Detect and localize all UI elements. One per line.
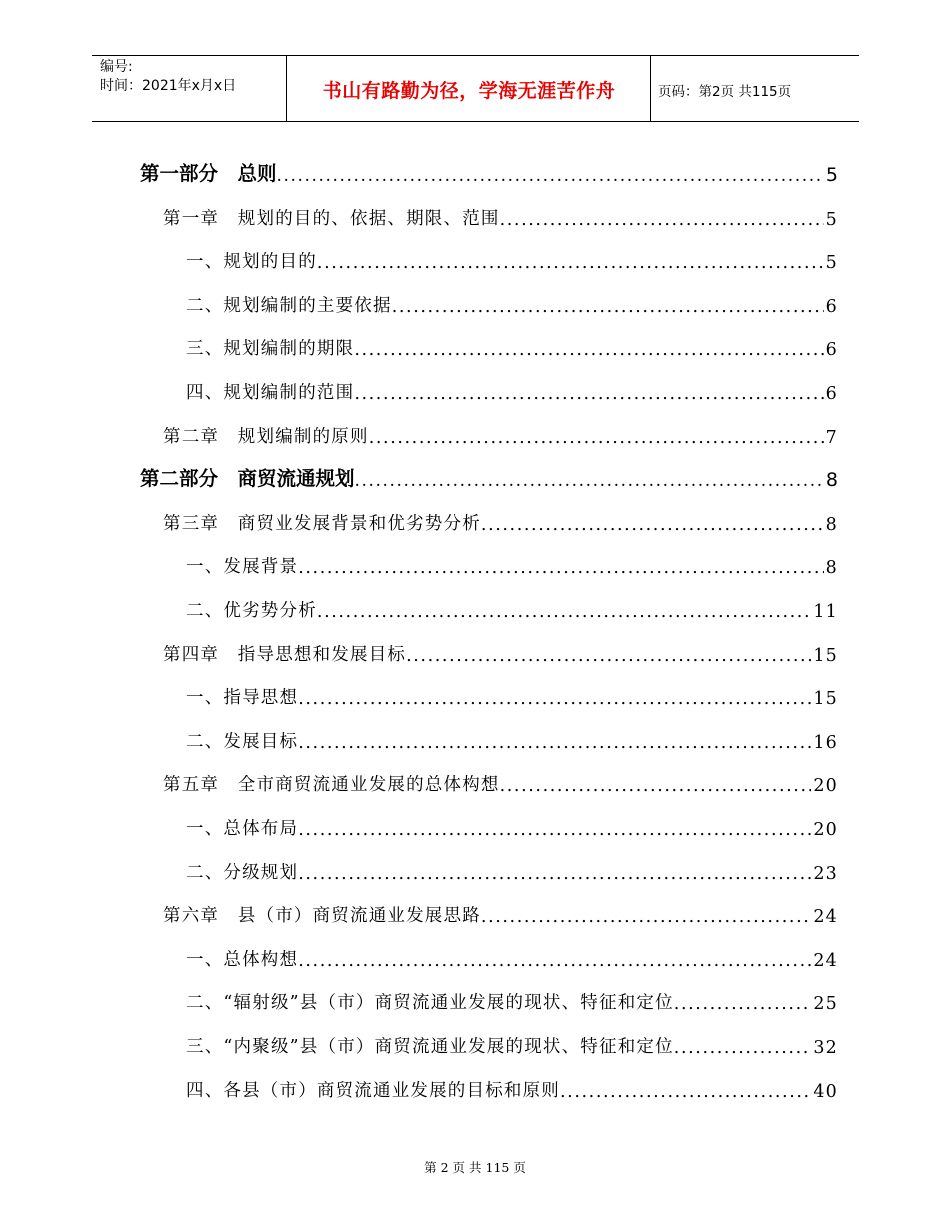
footer-page-info: 第 2 页 共 115 页 [424,1160,526,1175]
toc-leader-dots [298,864,811,884]
toc-entry-page: 8 [825,558,838,579]
toc-entry[interactable] [186,546,838,578]
toc-entry[interactable] [186,285,838,317]
toc-entry-page: 6 [825,296,838,317]
toc-entry-title: 第一部分 总则 [140,162,277,185]
toc-entry-title: 四、规划编制的范围 [186,383,355,403]
toc-entry[interactable] [186,1026,838,1058]
toc-entry[interactable] [163,634,838,666]
toc-entry-page: 15 [813,645,838,666]
toc-leader-dots [298,733,811,753]
header-motto: 书山有路勤为径，学海无涯苦作舟 [322,80,616,102]
toc-entry-page: 23 [813,863,838,884]
toc-entry[interactable] [140,459,838,491]
toc-entry[interactable] [186,852,838,884]
toc-leader-dots [277,166,824,186]
toc-leader-dots [369,428,824,448]
toc-leader-dots [481,515,824,535]
toc-entry-title: 第二章 规划编制的原则 [163,426,369,447]
toc-entry[interactable] [163,198,838,230]
toc-entry[interactable] [186,677,838,709]
header-number-label: 编号: [100,59,133,75]
toc-entry-page: 6 [825,340,838,361]
toc-entry[interactable] [186,939,838,971]
toc-entry[interactable] [186,721,838,753]
toc-entry-title: 第二部分 商贸流通规划 [140,467,355,491]
toc-leader-dots [500,210,824,230]
toc-entry-title: 一、发展背景 [186,557,299,578]
toc-entry-title: 第五章 全市商贸流通业发展的总体构想 [163,775,500,796]
toc-entry-title: 二、分级规划 [186,862,299,883]
toc-entry-title: 第四章 指导思想和发展目标 [163,644,407,665]
header-divider-left [286,56,287,121]
toc-leader-dots [298,820,811,840]
toc-entry-title: 二、规划编制的主要依据 [186,295,392,316]
toc-entry-title: 二、优劣势分析 [186,601,317,621]
toc-entry-title: 第六章 县（市）商贸流通业发展思路 [163,906,481,927]
toc-entry-page: 5 [825,209,838,230]
toc-entry-page: 5 [825,164,838,186]
toc-entry[interactable] [186,982,838,1014]
toc-entry-title: 二、发展目标 [186,731,299,752]
header-bottom-rule [92,121,859,122]
toc-leader-dots [298,558,823,578]
toc-leader-dots [674,1038,812,1058]
header-meta [100,58,236,96]
toc-leader-dots [500,776,812,796]
toc-entry-page: 25 [813,994,838,1015]
toc-entry-page: 15 [813,689,838,710]
toc-entry-title: 四、各县（市）商贸流通业发展的目标和原则 [186,1080,560,1101]
toc-entry[interactable] [186,590,838,622]
toc-entry[interactable] [163,416,838,448]
toc-entry[interactable] [163,895,838,927]
toc-entry-page: 40 [813,1081,838,1102]
toc-entry-page: 6 [825,384,838,404]
toc-entry-page: 24 [813,950,838,971]
toc-entry-title: 二、“辐射级”县（市）商贸流通业发展的现状、特征和定位 [186,993,674,1014]
toc-entry[interactable] [163,764,838,796]
toc-entry-title: 一、指导思想 [186,688,299,709]
header-divider-right [650,56,651,121]
toc-leader-dots [354,384,823,404]
toc-entry[interactable] [163,503,838,535]
toc-entry-title: 三、“内聚级”县（市）商贸流通业发展的现状、特征和定位 [186,1037,674,1057]
toc-entry[interactable] [186,372,838,404]
toc-leader-dots [674,994,812,1014]
toc-entry-page: 7 [825,427,838,448]
toc-leader-dots [317,602,811,622]
toc-entry[interactable] [186,241,838,273]
toc-entry-title: 第三章 商贸业发展背景和优劣势分析 [163,513,481,534]
toc-entry-title: 一、总体构想 [186,949,299,970]
toc-entry[interactable] [186,1070,838,1102]
toc-entry-page: 5 [825,253,838,274]
toc-leader-dots [406,646,811,666]
toc-leader-dots [298,951,811,971]
toc-entry-page: 24 [813,907,838,928]
header-top-rule [92,55,859,56]
toc-leader-dots [317,253,824,273]
header-time-label: 时间：2021年x月x日 [100,78,237,94]
toc-leader-dots [298,689,811,709]
toc-entry-title: 三、规划编制的期限 [186,339,355,360]
toc-leader-dots [481,907,811,927]
toc-entry-page: 16 [813,732,838,753]
toc-entry[interactable] [186,328,838,360]
toc-entry-page: 11 [813,602,838,622]
toc-entry[interactable] [186,808,838,840]
toc-leader-dots [392,297,824,317]
toc-leader-dots [355,471,824,491]
toc-entry-title: 一、总体布局 [186,819,299,839]
toc-entry-page: 32 [813,1038,838,1058]
toc-leader-dots [354,340,823,360]
toc-entry-page: 20 [813,820,838,840]
toc-entry-title: 第一章 规划的目的、依据、期限、范围 [163,208,500,229]
toc-entry-page: 8 [825,514,838,535]
toc-entry-page: 8 [825,469,838,492]
toc-entry-page: 20 [813,776,838,797]
toc-entry-title: 一、规划的目的 [186,252,317,273]
toc-leader-dots [560,1082,811,1102]
toc-entry[interactable] [140,154,838,186]
header-page-code: 页码：第2页 共115页 [658,84,792,100]
